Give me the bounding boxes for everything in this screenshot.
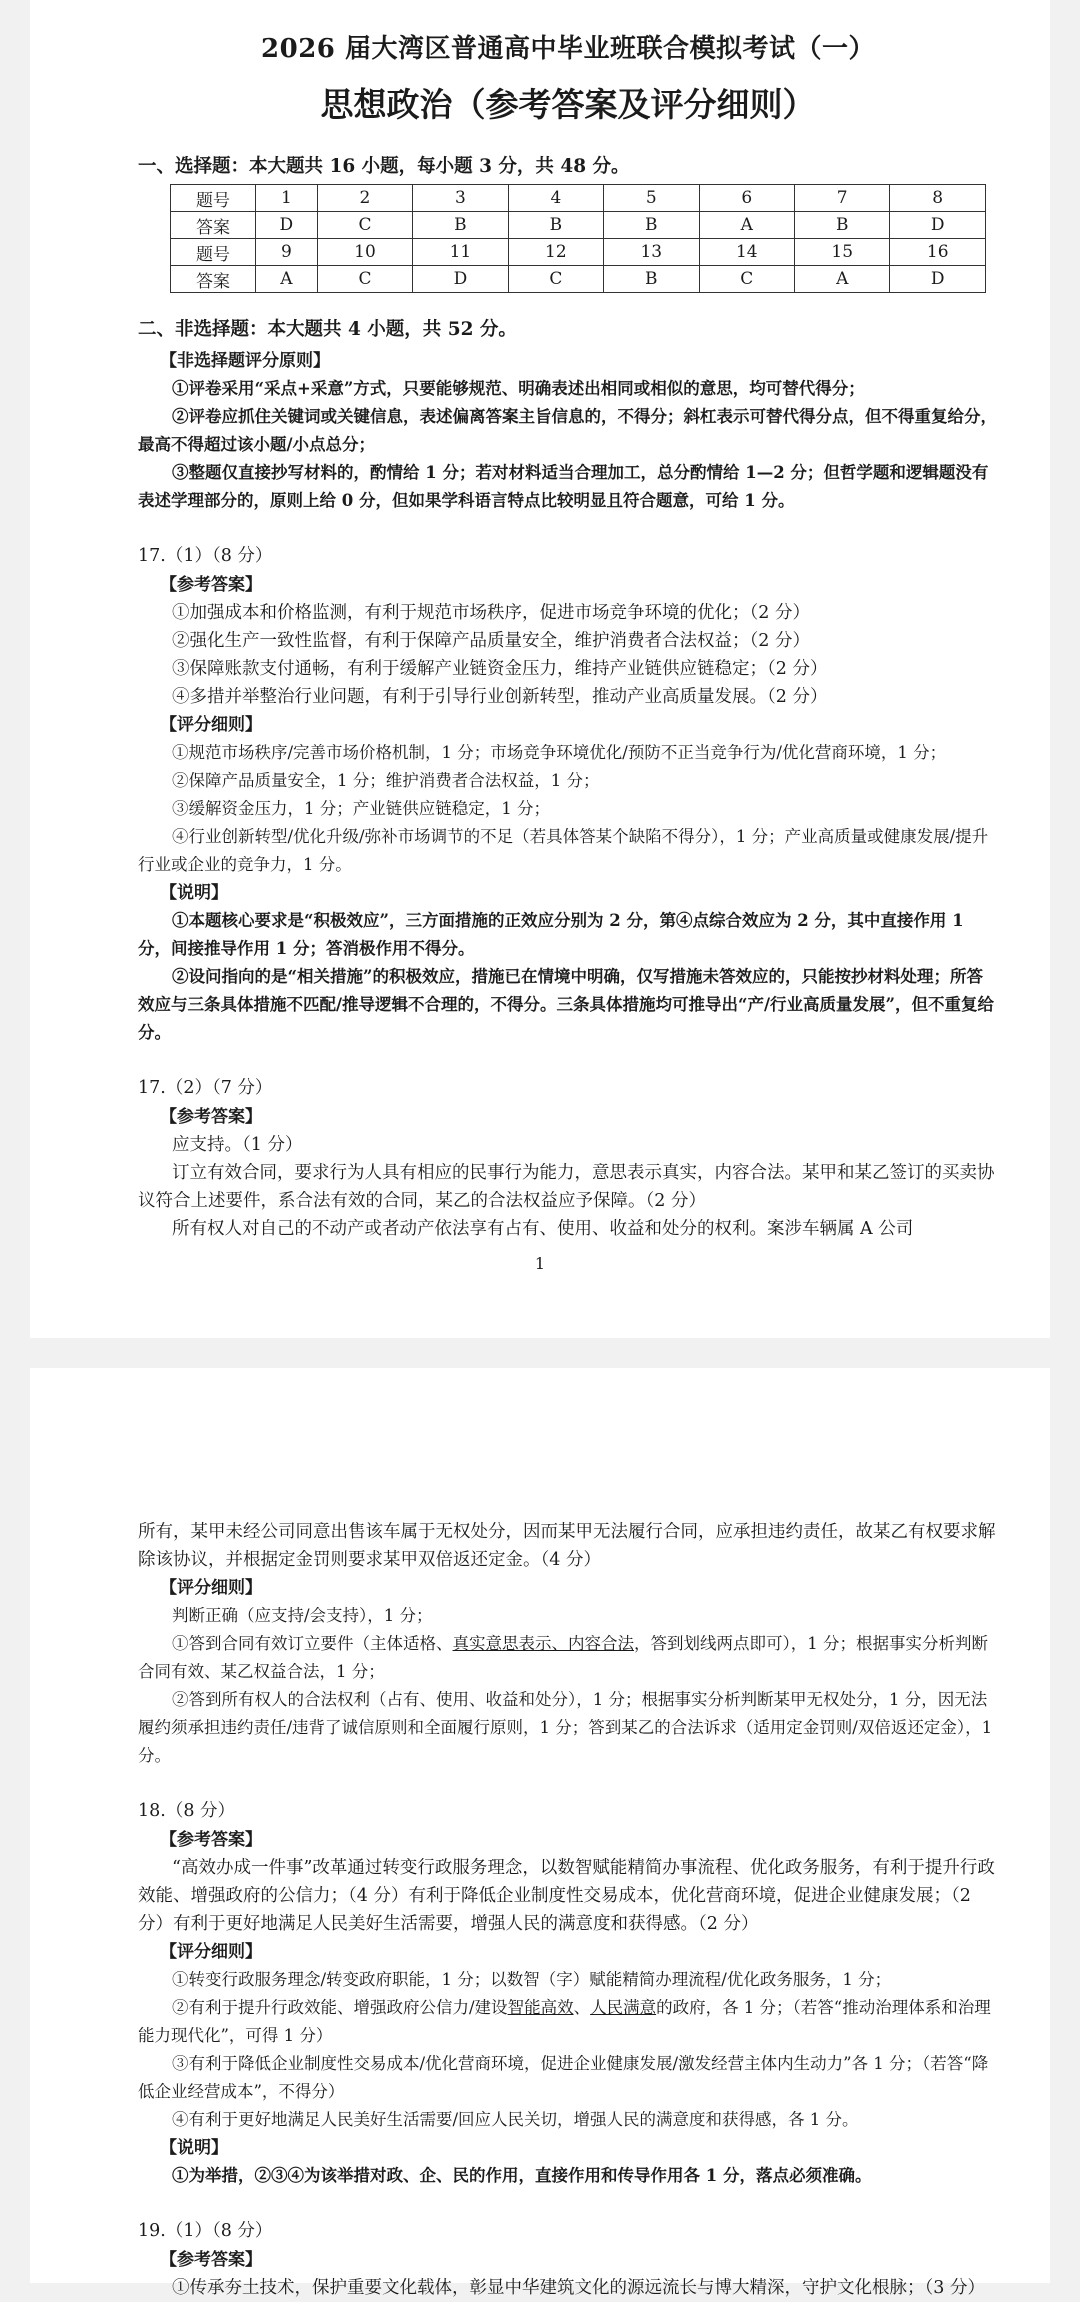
page-number: 1	[534, 1254, 546, 1273]
answer-table-cell: B	[604, 212, 699, 239]
criteria-1-text-a: ①答到合同有效订立要件（主体适格、	[172, 1634, 453, 1653]
answer-table-cell: 3	[413, 185, 508, 212]
q17-1-criteria-2: ②保障产品质量安全，1 分；维护消费者合法权益，1 分；	[172, 771, 600, 790]
answer-table-cell: D	[890, 266, 986, 293]
answer-table-cell: B	[508, 212, 603, 239]
answer-table-cell: 8	[890, 185, 986, 212]
answer-table-cell: D	[413, 266, 508, 293]
q19-answer-1: ①传承夯土技术，保护重要文化载体，彰显中华建筑文化的源远流长与博大精深，守护文化根脉；（3 分）	[172, 2278, 985, 2298]
q18-heading: 18.（8 分）	[138, 1801, 236, 1821]
q18-criteria-tag: 【评分细则】	[160, 1942, 262, 1962]
answer-table-cell: C	[508, 266, 603, 293]
answer-table-cell: A	[699, 212, 794, 239]
q18-c2-underlined-2: 人民满意	[590, 1998, 657, 2017]
answer-table-cell: 5	[604, 185, 699, 212]
answer-table-cell: A	[794, 266, 889, 293]
answer-table-cell: 16	[890, 239, 986, 266]
answer-page-2	[30, 1368, 1050, 2298]
q17-2-heading: 17.（2）（7 分）	[138, 1078, 273, 1098]
q17-1-criteria-4: ④行业创新转型/优化升级/弥补市场调节的不足（若具体答某个缺陷不得分），1 分；产业高质量或健康发展/提升行业或企业的竞争力，1 分。	[138, 827, 989, 874]
answer-table-cell: 9	[256, 239, 318, 266]
section2-title: 二、非选择题：本大题共 4 小题，共 52 分。	[138, 319, 517, 340]
answer-table-cell: B	[413, 212, 508, 239]
answer-table-cell: 2	[317, 185, 412, 212]
q17-1-note-1: ①本题核心要求是“积极效应”，三方面措施的正效应分别为 2 分，第④点综合效应为 2 分，其中直接作用 1 分，间接推导作用 1 分；答消极作用不得分。	[138, 911, 964, 958]
q18-c2-sep: 、	[573, 1998, 591, 2017]
q17-1-answer-4: ④多措并举整治行业问题，有利于引导行业创新转型，推动产业高质量发展。（2 分）	[172, 687, 828, 707]
section1-title: 一、选择题：本大题共 16 小题，每小题 3 分，共 48 分。	[138, 156, 630, 177]
answer-table-row	[171, 266, 986, 293]
q17-1-answer-3: ③保障账款支付通畅，有利于缓解产业链资金压力，维持产业链供应链稳定；（2 分）	[172, 659, 828, 679]
q18-note: ①为举措，②③④为该举措对政、企、民的作用，直接作用和传导作用各 1 分，落点必须准确。	[172, 2166, 872, 2185]
q17-2-p2: 订立有效合同，要求行为人具有相应的民事行为能力，意思表示真实，内容合法。某甲和某乙签订的买卖协议符合上述要件，系合法有效的合同，某乙的合法权益应予保障。（2 分）	[138, 1163, 995, 1211]
q19-heading: 19.（1）（8 分）	[138, 2221, 273, 2241]
criteria-1-underlined: 真实意思表示、内容合法	[452, 1634, 634, 1653]
q17-1-note-2: ②设问指向的是“相关措施”的积极效应，措施已在情境中明确，仅写措施未答效应的，只能按抄材料处理；所答效应与三条具体措施不匹配/推导逻辑不合理的，不得分。三条具体措施均可推导出“产/行业高质量发展”，但不重复给分。	[138, 967, 995, 1042]
answer-table-row-label: 答案	[171, 266, 256, 293]
criteria-1-text-b: ，答到划线两点即可），1 分；根据事实分析判断合同有效、某乙权益合法，1 分；	[138, 1634, 988, 1681]
principle-1: ①评卷采用“采点+采意”方式，只要能够规范、明确表述出相同或相似的意思，均可替代得分；	[172, 379, 865, 398]
q17-2-p1: 应支持。（1 分）	[172, 1135, 303, 1155]
q17-1-criteria-1: ①规范市场秩序/完善市场价格机制，1 分；市场竞争环境优化/预防不正当竞争行为/优化营商环境，1 分；	[172, 743, 947, 762]
q17-2-criteria-2: ②答到所有权人的合法权利（占有、使用、收益和处分），1 分；根据事实分析判断某甲无权处分，1 分，因无法履约须承担违约责任/违背了诚信原则和全面履行原则，1 分；答到某乙的合法诉求（适用定金罚则/双倍返还定金），1 分。	[138, 1690, 993, 1765]
q17-2-criteria-0: 判断正确（应支持/会支持），1 分；	[172, 1606, 433, 1625]
principle-2: ②评卷应抓住关键词或关键信息，表述偏离答案主旨信息的，不得分；斜杠表示可替代得分点，但不得重复给分，最高不得超过该小题/小点总分；	[138, 407, 997, 454]
answer-table-cell: 4	[508, 185, 603, 212]
principle-3: ③整题仅直接抄写材料的，酌情给 1 分；若对材料适当合理加工，总分酌情给 1—2 分；但哲学题和逻辑题没有表述学理部分的，原则上给 0 分，但如果学科语言特点比较明显且符合题意，可给 1 分。	[138, 463, 989, 510]
answer-table-cell: B	[604, 266, 699, 293]
q18-c2-underlined-1: 智能高效	[507, 1998, 574, 2017]
answer-table-cell: C	[317, 212, 412, 239]
answer-table-cell: 13	[604, 239, 699, 266]
answer-table-cell: C	[699, 266, 794, 293]
answer-page-1	[30, 0, 1050, 1338]
q18-answer-tag: 【参考答案】	[160, 1830, 262, 1850]
q17-1-answer-tag: 【参考答案】	[160, 575, 262, 595]
q17-2-p3: 所有权人对自己的不动产或者动产依法享有占有、使用、收益和处分的权利。案涉车辆属 A 公司	[172, 1219, 914, 1239]
answer-table-row	[171, 185, 986, 212]
q18-criteria-2	[138, 1994, 998, 2050]
answer-table-cell: 11	[413, 239, 508, 266]
answer-table-cell: A	[256, 266, 318, 293]
answer-table-row	[171, 212, 986, 239]
answer-table-row	[171, 239, 986, 266]
q17-1-criteria-3: ③缓解资金压力，1 分；产业链供应链稳定，1 分；	[172, 799, 550, 818]
q17-2-criteria-1	[138, 1630, 998, 1686]
q17-2-continued: 所有，某甲未经公司同意出售该车属于无权处分，因而某甲无法履行合同，应承担违约责任，故某乙有权要求解除该协议，并根据定金罚则要求某甲双倍返还定金。（4 分）	[138, 1522, 996, 1570]
q17-1-answer-2: ②强化生产一致性监督，有利于保障产品质量安全，维护消费者合法权益；（2 分）	[172, 631, 810, 651]
answer-table-row-label: 题号	[171, 239, 256, 266]
q17-1-note-tag: 【说明】	[160, 883, 228, 903]
q18-answer: “高效办成一件事”改革通过转变行政服务理念，以数智赋能精简办事流程、优化政务服务，有利于提升行政效能、增强政府的公信力；（4 分）有利于降低企业制度性交易成本，优化营商环境，促进企业健康发展；（2 分）有利于更好地满足人民美好生活需要，增强人民的满意度和获得感。（2 分）	[138, 1858, 995, 1934]
exam-title: 2026 届大湾区普通高中毕业班联合模拟考试（一）	[261, 34, 875, 64]
q17-1-criteria-tag: 【评分细则】	[160, 715, 262, 735]
q17-2-answer-tag: 【参考答案】	[160, 1107, 262, 1127]
answer-table-cell: 10	[317, 239, 412, 266]
answer-table-cell: C	[317, 266, 412, 293]
answer-table-cell: 14	[699, 239, 794, 266]
q18-note-tag: 【说明】	[160, 2138, 228, 2158]
subject-title: 思想政治（参考答案及评分细则）	[320, 85, 816, 124]
answer-table-cell: D	[256, 212, 318, 239]
answer-table-cell: 6	[699, 185, 794, 212]
answer-table-cell: B	[794, 212, 889, 239]
q18-criteria-3: ③有利于降低企业制度性交易成本/优化营商环境，促进企业健康发展/激发经营主体内生动力”各 1 分；（若答“降低企业经营成本”，不得分）	[138, 2054, 989, 2101]
principle-tag: 【非选择题评分原则】	[160, 351, 330, 371]
answer-table-cell: 1	[256, 185, 318, 212]
q18-criteria-1: ①转变行政服务理念/转变政府职能，1 分；以数智（字）赋能精简办理流程/优化政务服务，1 分；	[172, 1970, 892, 1989]
answer-table-cell: 7	[794, 185, 889, 212]
q18-criteria-4: ④有利于更好地满足人民美好生活需要/回应人民关切，增强人民的满意度和获得感，各 1 分。	[172, 2110, 859, 2129]
q17-1-heading: 17.（1）（8 分）	[138, 546, 273, 566]
answer-table-row-label: 题号	[171, 185, 256, 212]
q17-1-answer-1: ①加强成本和价格监测，有利于规范市场秩序，促进市场竞争环境的优化；（2 分）	[172, 603, 810, 623]
answer-table-cell: 15	[794, 239, 889, 266]
answer-table-cell: D	[890, 212, 986, 239]
answer-table	[170, 184, 986, 293]
q18-c2-text-a: ②有利于提升行政效能、增强政府公信力/建设	[172, 1998, 508, 2017]
q18-c2-text-b: 的政府，各 1 分；（若答“推动治理体系和治理能力现代化”，可得 1 分）	[138, 1998, 991, 2045]
answer-table-cell: 12	[508, 239, 603, 266]
q19-answer-tag: 【参考答案】	[160, 2250, 262, 2270]
q17-2-criteria-tag: 【评分细则】	[160, 1578, 262, 1598]
answer-table-row-label: 答案	[171, 212, 256, 239]
